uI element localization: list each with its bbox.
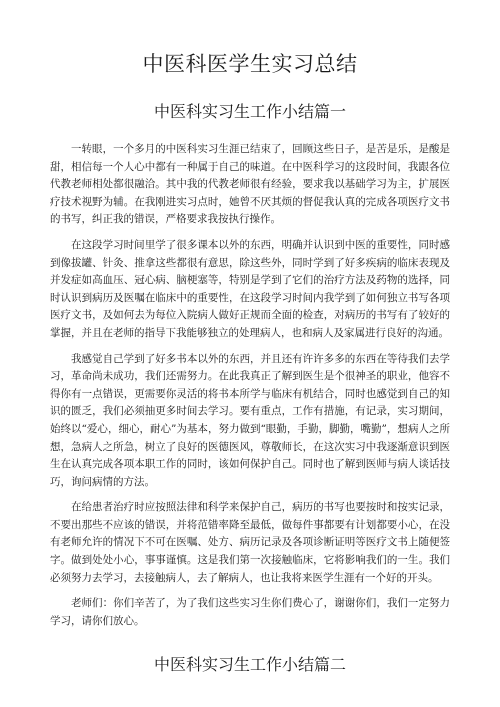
section-heading-2: 中医科实习生工作小结篇二 xyxy=(153,655,346,675)
document-title: 中医科医学生实习总结 xyxy=(142,52,358,76)
paragraph: 老师们：你们辛苦了，为了我们这些实习生你们费心了，谢谢你们，我们一定努力学习，请你们放心。 xyxy=(50,597,450,627)
paragraph: 我感觉自己学到了好多书本以外的东西，并且还有许许多多的东西在等待我们去学习，革命尚未成功，我们还需努力。在此我真正了解到医生是个很神圣的职业，他容不得你有一点错误，更需要你灵活的将书本所学与临床有机结合，同时也感觉到自己的知识的匮乏，我们必须抽更多时间去学习。要有重点，工作有措施，有记录，实习期间，始终以“爱心，细心，耐心”为基本，努力做到“眼勤，手勤，脚勤，嘴勤”，想病人之所想，急病人之所急，树立了良好的医德医风，尊敬师长，在这次实习中我逐渐意识到医生在认真完成各项本职工作的同时，该如何保护自己。同时也了解到医师与病人谈话技巧，询问病情的方法。 xyxy=(50,352,450,488)
paragraph: 一转眼，一个多月的中医科实习生涯已结束了，回顾这些日子，是苦是乐，是酸是甜，相信每一个人心中都有一种属于自己的味道。在中医科学习的这段时间，我跟各位代教老师相处都很融洽。其中我的代教老师很有经验，要求我以基础学习为主，扩展医疗技术视野为辅。在我刚进实习点时，她曾不厌其烦的督促我认真的完成各项医疗文书的书写，纠正我的错误，严格要求我按执行操作。 xyxy=(50,143,450,226)
section-heading-1: 中医科实习生工作小结篇一 xyxy=(153,102,346,121)
paragraph: 在这段学习时间里学了很多课本以外的东西，明确并认识到中医的重要性，同时感到像拔罐、针灸、推拿这些都很有意思，除这些外，同时学到了好多疾病的临床表现及并发症如高血压、冠心病、脑梗塞等，特别是学到了它们的治疗方法及药物的选择，同时认识到病历及医嘱在临床中的重要性，在这段学习时间内我学到了如何独立书写各项医疗文书，及如何去为每位入院病人做好正规而全面的检查，对病历的书写有了较好的掌握，并且在老师的指导下我能够独立的处理病人，也和病人及家属进行良好的沟通。 xyxy=(50,238,450,339)
paragraph: 在给患者治疗时应按照法律和科学来保护自己，病历的书写也要按时和按实记录，不要出那些不应该的错误，并将范错率降至最低，做每件事都要有计划都要小心，在没有老师允许的情况下不可在医嘱、处方、病历记录及各项诊断证明等医疗文书上随便签字。做到处处小心，事事谨慎。这是我们第一次接触临床，它将影响我们的一生。我们必须努力去学习，去接触病人，去了解病人，也让我将来医学生涯有一个好的开头。 xyxy=(50,501,450,584)
section-body-1 xyxy=(50,141,450,630)
